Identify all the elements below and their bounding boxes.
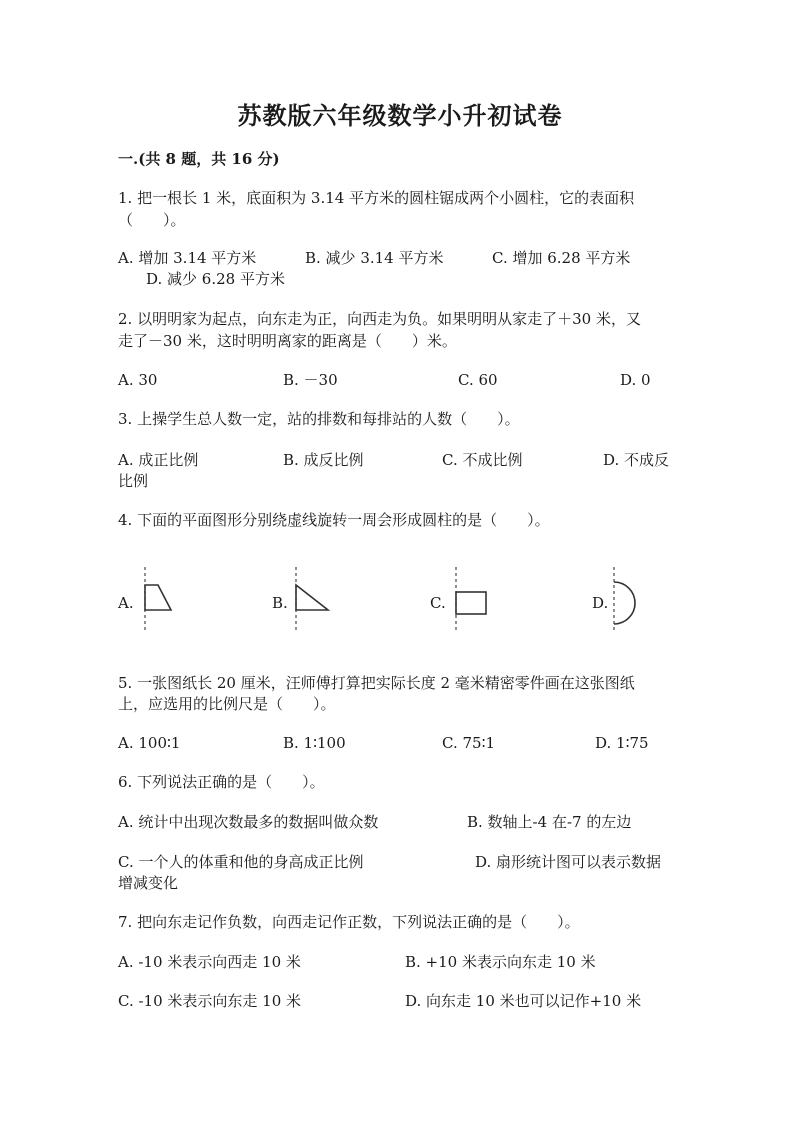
question-3-option-d-continued: 比例 [118,472,149,490]
question-1-option-c: C. 增加 6.28 平方米 [492,249,631,267]
question-2-stem-line-2: 走了－30 米，这时明明离家的距离是（ ）米。 [118,332,457,350]
question-7-option-c: C. -10 米表示向东走 10 米 [118,992,302,1010]
question-2-stem-line-1: 2. 以明明家为起点，向东走为正，向西走为负。如果明明从家走了＋30 米，又 [118,310,641,328]
question-3-option-c: C. 不成比例 [442,451,523,469]
question-6-option-d: D. 扇形统计图可以表示数据 [475,853,662,871]
question-2-option-a: A. 30 [118,371,158,389]
question-1-stem-line-2: （ ）。 [118,211,186,229]
question-6-option-c: C. 一个人的体重和他的身高成正比例 [118,853,364,871]
question-5-option-c: C. 75∶1 [442,734,496,752]
question-6-option-a: A. 统计中出现次数最多的数据叫做众数 [118,813,379,831]
question-2-option-d: D. 0 [620,371,651,389]
figure-a-trapezoid [138,565,178,633]
question-4-option-b: B. [272,594,288,612]
question-1-option-a: A. 增加 3.14 平方米 [118,249,257,267]
question-4-option-c: C. [430,594,446,612]
page-title: 苏教版六年级数学小升初试卷 [237,101,563,130]
section-heading: 一.(共 8 题，共 16 分) [118,150,280,168]
question-6-option-b: B. 数轴上-4 在-7 的左边 [467,813,632,831]
question-4-option-a: A. [118,594,134,612]
question-5-option-d: D. 1∶75 [595,734,649,752]
question-4-stem: 4. 下面的平面图形分别绕虚线旋转一周会形成圆柱的是（ ）。 [118,511,550,529]
question-1-option-b: B. 减少 3.14 平方米 [305,249,444,267]
question-4-option-d: D. [592,594,609,612]
figure-c-rectangle [448,565,492,633]
question-5-stem-line-2: 上，应选用的比例尺是（ ）。 [118,695,336,713]
question-3-option-b: B. 成反比例 [283,451,364,469]
question-5-option-b: B. 1∶100 [283,734,346,752]
question-7-option-b: B. +10 米表示向东走 10 米 [405,953,596,971]
figure-d-semicircle [608,565,644,633]
question-7-option-d: D. 向东走 10 米也可以记作+10 米 [405,992,642,1010]
question-2-option-c: C. 60 [458,371,498,389]
question-7-option-a: A. -10 米表示向西走 10 米 [118,953,301,971]
question-6-option-d-continued: 增减变化 [118,874,179,892]
question-3-option-d: D. 不成反 [603,451,670,469]
question-1-option-d: D. 减少 6.28 平方米 [146,270,285,288]
figure-b-triangle [288,565,334,633]
question-5-stem-line-1: 5. 一张图纸长 20 厘米，汪师傅打算把实际长度 2 毫米精密零件画在这张图纸 [118,674,635,692]
question-2-option-b: B. －30 [283,371,338,389]
question-1-stem-line-1: 1. 把一根长 1 米，底面积为 3.14 平方米的圆柱锯成两个小圆柱，它的表面积 [118,189,635,207]
question-3-option-a: A. 成正比例 [118,451,199,469]
question-6-stem: 6. 下列说法正确的是（ ）。 [118,773,325,791]
question-5-option-a: A. 100∶1 [118,734,181,752]
question-7-stem: 7. 把向东走记作负数，向西走记作正数，下列说法正确的是（ ）。 [118,913,580,931]
question-3-stem: 3. 上操学生总人数一定，站的排数和每排站的人数（ ）。 [118,410,520,428]
